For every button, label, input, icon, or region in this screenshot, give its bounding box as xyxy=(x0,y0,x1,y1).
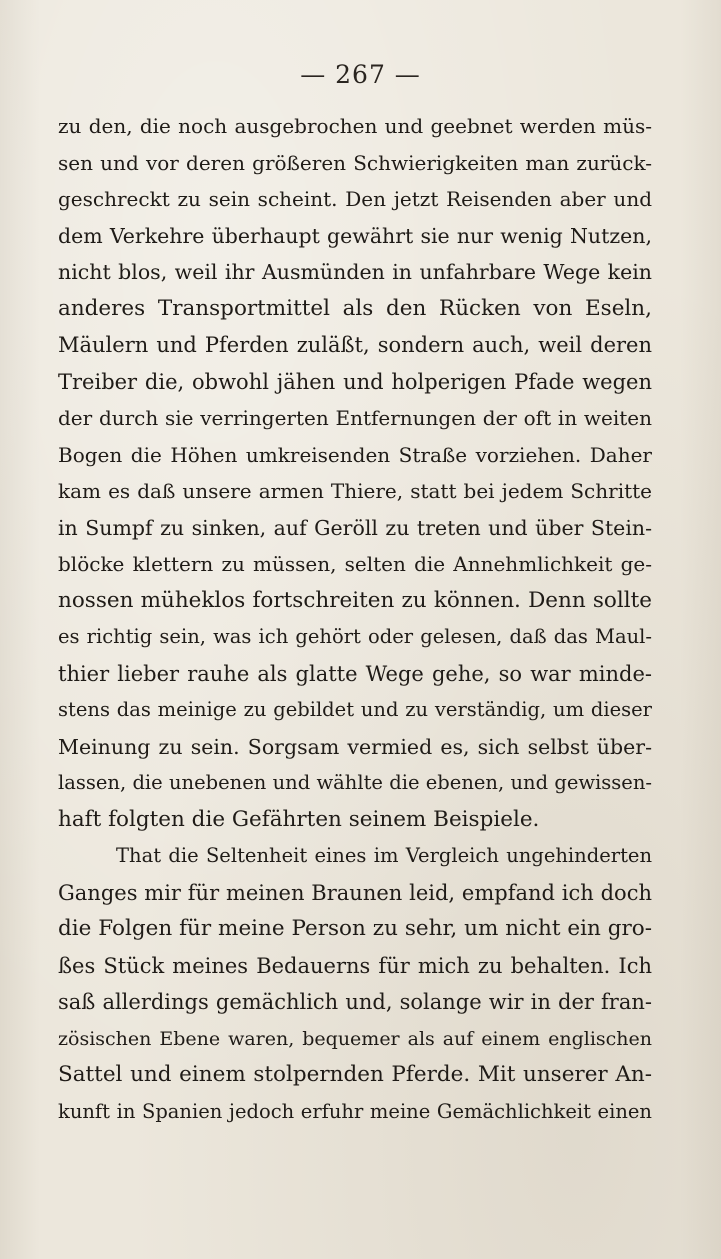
text-line: es richtig sein, was ich gehört oder gelesen, daß das Maul- xyxy=(58,625,652,648)
body-text xyxy=(58,108,652,1130)
text-line-paragraph-end: haft folgten die Gefährten seinem Beispiele. xyxy=(58,806,540,832)
text-line: geschreckt zu sein scheint. Den jetzt Reisenden aber und xyxy=(58,187,652,211)
text-line: sen und vor deren größeren Schwierigkeiten man zurück- xyxy=(58,150,652,175)
page-number: — 267 — xyxy=(300,60,421,89)
text-line: lassen, die unebenen und wählte die ebenen, und gewissen- xyxy=(58,771,652,794)
text-line: nicht blos, weil ihr Ausmünden in unfahrbare Wege kein xyxy=(58,260,652,284)
text-line: zu den, die noch ausgebrochen und geebnet werden müs- xyxy=(58,114,652,138)
text-line-paragraph-start: That die Seltenheit eines im Vergleich ungehinderten xyxy=(116,844,652,867)
text-line: Treiber die, obwohl jähen und holperigen Pfade wegen xyxy=(58,369,652,394)
text-line: zösischen Ebene waren, bequemer als auf einem englischen xyxy=(58,1027,652,1050)
text-line: Meinung zu sein. Sorgsam vermied es, sich selbst über- xyxy=(58,734,652,759)
text-line: Sattel und einem stolpernden Pferde. Mit unserer An- xyxy=(58,1062,652,1087)
text-line: Ganges mir für meinen Braunen leid, empfand ich doch xyxy=(58,880,652,905)
text-line: thier lieber rauhe als glatte Wege gehe, so war minde- xyxy=(58,661,652,686)
text-line: blöcke klettern zu müssen, selten die Annehmlichkeit ge- xyxy=(58,552,652,576)
text-line: Mäulern und Pferden zuläßt, sondern auch, weil deren xyxy=(58,333,652,357)
text-line: der durch sie verringerten Entfernungen der oft in weiten xyxy=(58,406,652,430)
text-line: nossen müheklos fortschreiten zu können. Denn sollte xyxy=(58,587,652,613)
text-line: kunft in Spanien jedoch erfuhr meine Gemächlichkeit einen xyxy=(58,1099,652,1123)
text-line: anderes Transportmittel als den Rücken von Eseln, xyxy=(58,295,652,321)
text-line: stens das meinige zu gebildet und zu verständig, um dieser xyxy=(58,698,652,721)
text-line: dem Verkehre überhaupt gewährt sie nur wenig Nutzen, xyxy=(58,223,652,248)
text-line: ßes Stück meines Bedauerns für mich zu behalten. Ich xyxy=(58,953,652,978)
text-line: saß allerdings gemächlich und, solange wir in der fran- xyxy=(58,990,652,1014)
text-line: kam es daß unsere armen Thiere, statt bei jedem Schritte xyxy=(58,479,652,503)
text-line: Bogen die Höhen umkreisenden Straße vorziehen. Daher xyxy=(58,442,652,467)
text-line: die Folgen für meine Person zu sehr, um nicht ein gro- xyxy=(58,916,652,941)
text-line: in Sumpf zu sinken, auf Geröll zu treten und über Stein- xyxy=(58,515,652,540)
